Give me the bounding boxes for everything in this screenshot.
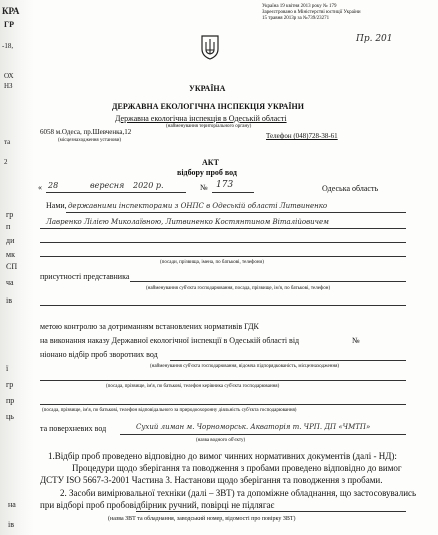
edge-fragment: ди xyxy=(6,236,15,245)
approval-line: Зареєстровано в Міністерстві юстиції України xyxy=(262,10,361,15)
surface-label: та поверхневих вод xyxy=(40,424,107,433)
edge-fragment: гр xyxy=(6,380,14,389)
edge-fragment: пр xyxy=(6,396,15,405)
edge-fragment: НЗ xyxy=(4,82,13,90)
edge-fragment: п xyxy=(6,222,11,231)
date-underline xyxy=(46,192,186,193)
item-2-line: при відборі проб пробовідбірник ручний, повірці не підлягає xyxy=(40,500,275,510)
edge-fragment: ОХ xyxy=(4,72,14,80)
number-label: № xyxy=(200,183,208,192)
address-caption: (місцезнаходження установи) xyxy=(58,138,122,143)
names-handwritten: державними інспекторами з ОНПС в Одеській області Литвиненко xyxy=(68,202,328,210)
date-month: вересня xyxy=(90,181,125,190)
presence-underline xyxy=(130,281,406,282)
purpose-caption: (найменування суб'єкта господарювання, відомча підпорядкованість, місцезнаходження) xyxy=(150,364,340,369)
edge-fragment: ча xyxy=(6,278,14,287)
handwritten-reference: Пр. 201 xyxy=(356,34,393,44)
purpose-caption: (посада, прізвище, ім'я, по батькові, телефон керівника суб'єкта господарювання) xyxy=(106,384,280,389)
edge-fragment: -18, xyxy=(2,42,14,50)
item-2: 2. Засоби вимірювальної техніки (далі – ЗВТ) та допоміжне обладнання, що застосовувались xyxy=(60,488,417,498)
surface-handwritten: Сухий лиман м. Чорноморськ. Акваторія т. ЧРП. ДП «ЧМТП» xyxy=(136,423,371,431)
department-name: Державна екологічна інспекція в Одеській області xyxy=(115,114,287,123)
names-label: Нами, xyxy=(46,201,67,210)
edge-fragment: на xyxy=(8,500,16,509)
edge-fragment: СП xyxy=(6,262,18,271)
item-1: 1.Відбір проб проведено відповідно до вимог чинних нормативних документів (далі - НД): xyxy=(48,451,397,461)
item-1-line: Процедури щодо зберігання та поводження з пробами проведено відповідно до вимог xyxy=(72,463,402,473)
item-2-underline xyxy=(136,511,406,512)
purpose-underline xyxy=(40,404,406,405)
item-2-caption: (назва ЗВТ та обладнання, заводський номер, відомості про повірку ЗВТ) xyxy=(108,516,296,522)
purpose-caption: (посада, прізвище, ім'я, по батькові, телефон відповідального за природоохоронну діяльність суб'єкта господарювання) xyxy=(42,408,297,413)
presence-caption: (найменування суб'єкта господарювання, посада, прізвище, ім'я, по батькові, телефон) xyxy=(146,286,331,291)
purpose-underline xyxy=(170,360,406,361)
department-caption: (найменування територіального органу) xyxy=(166,124,252,129)
surface-underline xyxy=(120,434,406,435)
purpose-line: на виконання наказу Державної екологічної інспекції в Одеській області від xyxy=(40,336,300,345)
edge-fragment: ГР xyxy=(4,20,14,29)
date-day: 28 xyxy=(48,181,59,190)
edge-fragment: та xyxy=(4,138,11,146)
act-subtitle: відбору проб вод xyxy=(177,168,237,177)
number-underline xyxy=(212,192,254,193)
country-title: УКРАЇНА xyxy=(189,84,226,93)
presence-underline xyxy=(40,305,406,306)
address: 6058 м.Одеса, пр.Шевченка,12 xyxy=(40,128,132,136)
edge-fragment: мк xyxy=(6,250,15,259)
names-underline xyxy=(66,212,406,213)
act-number: 173 xyxy=(216,180,234,190)
names-handwritten: Лавренко Лілією Миколаївною, Литвиненко Костянтином Віталійовичем xyxy=(46,218,329,226)
agency-title: ДЕРЖАВНА ЕКОЛОГІЧНА ІНСПЕКЦІЯ УКРАЇНИ xyxy=(112,102,304,111)
presence-label: присутності представника xyxy=(40,272,130,281)
act-title: АКТ xyxy=(202,158,219,167)
edge-fragment: ї xyxy=(6,364,9,373)
edge-fragment: ць xyxy=(6,412,14,421)
edge-fragment: ів xyxy=(8,520,14,529)
surface-caption: (назва водного об'єкту) xyxy=(196,438,246,443)
purpose-line: метою контролю за дотриманням встановлених нормативів ГДК xyxy=(40,322,259,331)
trident-emblem-icon xyxy=(200,34,220,60)
item-1-line: ДСТУ ISO 5667-3-2001 Частина 3. Настанови щодо зберігання та поводження з пробами. xyxy=(40,475,383,485)
approval-line: 15 травня 2013р за №739/23271 xyxy=(262,16,330,21)
names-caption: (посади, прізвища, імена, по батькові, телефони) xyxy=(160,260,264,265)
purpose-number-label: № xyxy=(352,336,360,345)
names-underline xyxy=(40,256,406,257)
purpose-line: ніонано відбір проб зворотних вод xyxy=(40,350,158,359)
edge-fragment: ів xyxy=(6,296,12,305)
date-year: 2020 р. xyxy=(133,181,164,190)
phone: Телефон (048)728-38-61 xyxy=(266,132,338,140)
edge-fragment: КРА xyxy=(2,6,20,16)
names-underline xyxy=(40,228,406,229)
edge-fragment: гр xyxy=(6,210,14,219)
names-underline xyxy=(40,242,406,243)
edge-fragment: 2 xyxy=(4,158,8,166)
region: Одеська область xyxy=(322,184,379,193)
approval-line: Україна 19 квітня 2013 року № 179 xyxy=(262,4,337,9)
date-prefix: « xyxy=(38,183,42,192)
purpose-underline xyxy=(40,380,406,381)
